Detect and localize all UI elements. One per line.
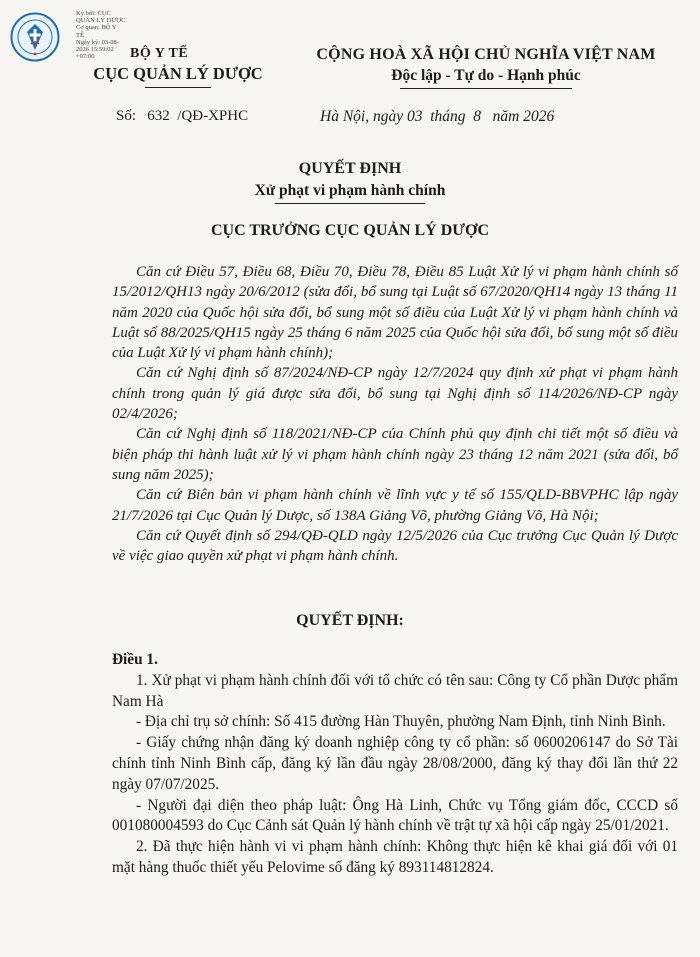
motto-underline bbox=[400, 88, 572, 89]
article-1 bbox=[112, 650, 678, 879]
agency-underline bbox=[145, 87, 211, 88]
place-and-date: Hà Nội, ngày 03 tháng 8 năm 2026 bbox=[320, 108, 555, 125]
issuing-authority: CỤC TRƯỞNG CỤC QUẢN LÝ DƯỢC bbox=[210, 222, 490, 239]
document-title-block bbox=[0, 160, 700, 240]
article-paragraph: 2. Đã thực hiện hành vi vi phạm hành chính: Không thực hiện kê khai giá đối với 01 mặt hàng thuốc thiết yếu Pelovime số đăng ký 893114812824. bbox=[112, 838, 678, 876]
ministry-name: BỘ Y TẾ bbox=[130, 46, 189, 61]
signature-line: Ký bởi: CỤC bbox=[76, 10, 111, 17]
document-type: QUYẾT ĐỊNH bbox=[298, 160, 402, 177]
signature-line: +07:00 bbox=[76, 53, 95, 61]
agency-name: CỤC QUẢN LÝ DƯỢC bbox=[93, 64, 263, 83]
signature-line: Cơ quan: BỘ Y bbox=[76, 24, 117, 32]
signature-line: TẾ bbox=[76, 31, 84, 39]
article-paragraph: - Địa chỉ trụ sở chính: Số 415 đường Hàn Thuyên, phường Nam Định, tỉnh Ninh Bình. bbox=[136, 713, 666, 731]
document-number: Số: 632 /QĐ-XPHC bbox=[116, 108, 249, 124]
signature-line: 2026 15:59:02 bbox=[76, 46, 114, 54]
legal-basis-item: Căn cứ Quyết định số 294/QĐ-QLD ngày 12/5/2026 của Cục trưởng Cục Quản lý Dược về việc giao quyền xử phạt vi phạm hành chính. bbox=[112, 527, 678, 565]
national-header bbox=[280, 46, 692, 89]
ministry-seal-icon bbox=[10, 12, 60, 62]
legal-basis-item: Căn cứ Điều 57, Điều 68, Điều 70, Điều 78, Điều 85 Luật Xử lý vi phạm hành chính số 15/2012/QH13 ngày 20/6/2012 (sửa đổi, bổ sung tại Luật số 67/2020/QH14 ngày 13 tháng 11 năm 2020 của Quốc hội sửa đổi, bổ sung một số điều của Luật Xử lý vi phạm hành chính và Luật số 88/2025/QH15 ngày 25 tháng 6 năm 2025 của Quốc hội sửa đổi, bổ sung một số điều của Luật Xử lý vi phạm hành chính); bbox=[112, 264, 678, 362]
article-paragraph: - Giấy chứng nhận đăng ký doanh nghiệp công ty cổ phần: số 0600206147 do Sở Tài chính tỉnh Ninh Bình cấp, đăng ký lần đầu ngày 28/08/2000, đăng ký thay đổi lần thứ 22 ngày 07/07/2025. bbox=[112, 734, 678, 793]
national-motto: Độc lập - Tự do - Hạnh phúc bbox=[391, 67, 581, 84]
subject-underline bbox=[275, 203, 425, 204]
legal-basis-item: Căn cứ Nghị định số 118/2021/NĐ-CP của Chính phủ quy định chi tiết một số điều và biện pháp thi hành luật xử lý vi phạm hành chính ngày 23 tháng 12 năm 2021 (sửa đổi, bổ sung năm 2025); bbox=[112, 426, 678, 483]
article-paragraph: - Người đại diện theo pháp luật: Ông Hà Linh, Chức vụ Tổng giám đốc, CCCD số 001080004593 do Cục Cảnh sát Quản lý hành chính về trật tự xã hội cấp ngày 25/01/2021. bbox=[112, 796, 678, 835]
signature-line: Ngày ký: 03-08- bbox=[76, 38, 119, 46]
article-title: Điều 1. bbox=[112, 651, 158, 668]
nation-name: CỘNG HOÀ XÃ HỘI CHỦ NGHĨA VIỆT NAM bbox=[316, 46, 656, 63]
agency-header bbox=[78, 46, 278, 88]
legal-basis-item: Căn cứ Biên bản vi phạm hành chính về lĩnh vực y tế số 155/QLD-BBVPHC lập ngày 21/7/2026 tại Cục Quản lý Dược, số 138A Giảng Võ, phường Giảng Võ, Hà Nội; bbox=[112, 487, 678, 524]
legal-bases bbox=[112, 262, 678, 566]
article-paragraph: 1. Xử phạt vi phạm hành chính đối với tổ chức có tên sau: Công ty Cổ phần Dược phẩm Nam Hà bbox=[112, 671, 678, 710]
decision-heading: QUYẾT ĐỊNH: bbox=[296, 612, 404, 629]
document-subject: Xử phạt vi phạm hành chính bbox=[254, 182, 446, 199]
signature-line: QUẢN LÝ DƯỢC bbox=[76, 17, 126, 25]
legal-basis-item: Căn cứ Nghị định số 87/2024/NĐ-CP ngày 12/7/2024 quy định xử phạt vi phạm hành chính trong quản lý giá được sửa đổi, bổ sung tại Nghị định số 114/2026/NĐ-CP ngày 02/4/2026; bbox=[112, 365, 678, 423]
